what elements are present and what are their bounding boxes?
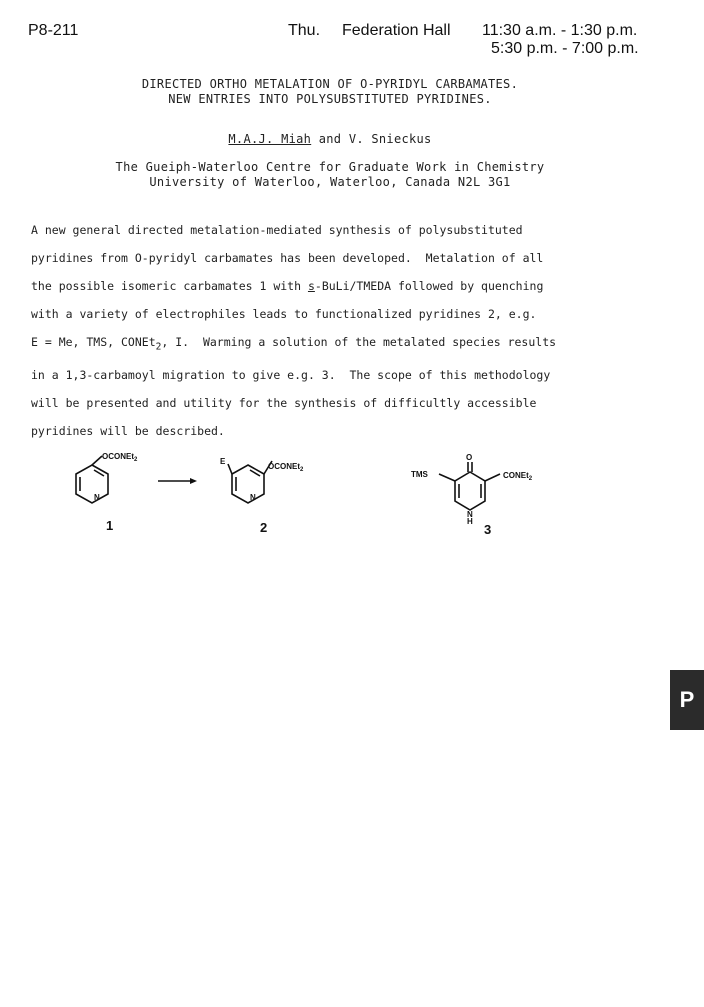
section-tab-p: P bbox=[670, 670, 704, 730]
compound-1-nitrogen: N bbox=[94, 493, 100, 502]
abstract-line: pyridines from O-pyridyl carbamates has been developed. Metalation of all bbox=[31, 251, 544, 265]
author-joiner: and bbox=[311, 132, 349, 146]
paper-title-line-2: NEW ENTRIES INTO POLYSUBSTITUTED PYRIDINES. bbox=[168, 92, 492, 106]
session-time-1: 11:30 a.m. - 1:30 p.m. bbox=[482, 22, 638, 39]
abstract-text: the possible isomeric carbamates 1 with bbox=[31, 279, 308, 293]
abstract-text: E = Me, TMS, CONEt bbox=[31, 335, 156, 349]
compound-1-structure bbox=[76, 452, 138, 533]
abstract-line: A new general directed metalation-mediated synthesis of polysubstituted bbox=[31, 223, 523, 237]
institution-line-2: University of Waterloo, Waterloo, Canada N2L 3G1 bbox=[149, 175, 511, 189]
compound-3-structure bbox=[411, 453, 533, 537]
compound-3-nitrogen: N bbox=[467, 510, 473, 519]
abstract-line: pyridines will be described. bbox=[31, 424, 225, 439]
abstract-line: in a 1,3-carbamoyl migration to give e.g. 3. The scope of this methodology bbox=[31, 368, 551, 383]
session-day: Thu. bbox=[288, 22, 321, 39]
compound-2-nitrogen: N bbox=[250, 493, 256, 502]
abstract-subscript: 2 bbox=[155, 341, 162, 353]
abstract-line: with a variety of electrophiles leads to functionalized pyridines 2, e.g. bbox=[31, 307, 537, 321]
compound-3-hydrogen: H bbox=[467, 517, 473, 526]
compound-2-label: 2 bbox=[260, 520, 268, 535]
compound-3-label: 3 bbox=[484, 522, 492, 537]
author-line bbox=[0, 132, 660, 146]
abstract-underlined-s: s bbox=[307, 279, 315, 293]
abstract-body bbox=[31, 216, 631, 445]
abstract-line bbox=[31, 272, 631, 300]
compound-2-structure bbox=[220, 457, 304, 535]
compound-2-substituent: OCONEt$_2$ bbox=[268, 462, 304, 473]
abstract-text: -BuLi/TMEDA followed by quenching bbox=[314, 279, 544, 293]
compound-3-oxygen: O bbox=[466, 453, 473, 462]
compound-2-electrophile: E bbox=[220, 457, 226, 466]
abstract-line bbox=[31, 328, 631, 361]
compound-3-tms: TMS bbox=[411, 470, 428, 479]
compound-3-amide: CONEt$_2$ bbox=[503, 471, 533, 482]
abstract-text: , I. Warming a solution of the metalated species results bbox=[161, 335, 557, 349]
compound-1-label: 1 bbox=[106, 518, 114, 533]
presenting-author: M.A.J. Miah bbox=[228, 132, 312, 146]
session-code: P8-211 bbox=[28, 22, 79, 39]
reaction-arrow bbox=[158, 478, 197, 484]
institution-line-1: The Gueiph-Waterloo Centre for Graduate Work in Chemistry bbox=[115, 160, 545, 174]
co-author: V. Snieckus bbox=[348, 132, 432, 146]
session-time-2: 5:30 p.m. - 7:00 p.m. bbox=[491, 40, 639, 57]
reaction-scheme bbox=[50, 448, 590, 548]
abstract-line: will be presented and utility for the synthesis of difficultly accessible bbox=[31, 396, 537, 411]
session-venue: Federation Hall bbox=[342, 22, 451, 39]
compound-1-substituent: OCONEt$_2$ bbox=[102, 452, 138, 463]
paper-title-line-1: DIRECTED ORTHO METALATION OF O-PYRIDYL CARBAMATES. bbox=[141, 77, 519, 91]
